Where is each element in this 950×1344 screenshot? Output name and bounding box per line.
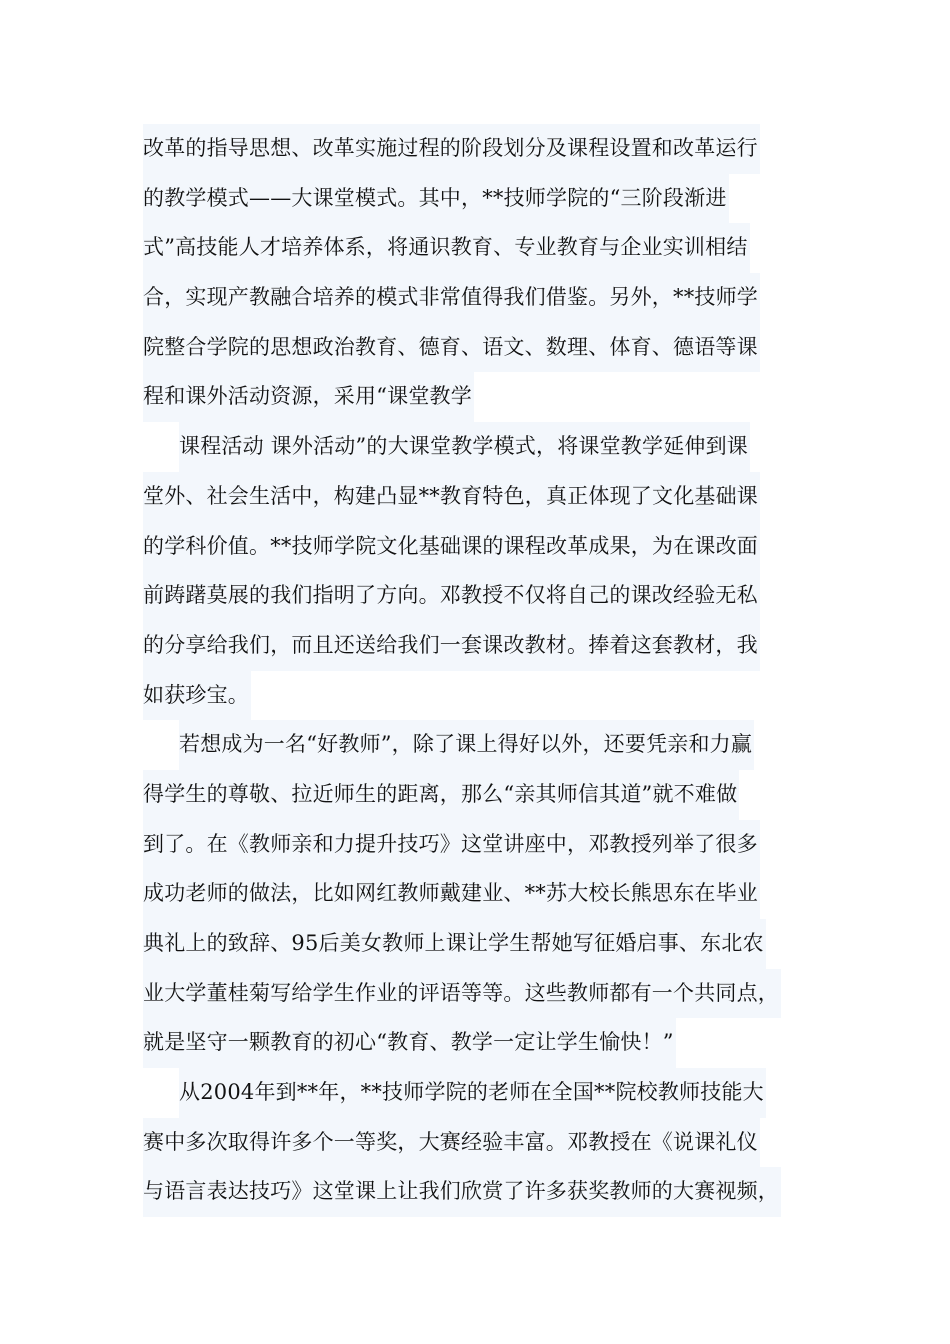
text-line: 改革的指导思想、改革实施过程的阶段划分及课程设置和改革运行 [143,124,808,174]
text-line: 业大学董桂菊写给学生作业的评语等等。这些教师都有一个共同点， [143,969,808,1019]
text-line: 到了。在《教师亲和力提升技巧》这堂讲座中，邓教授列举了很多 [143,820,808,870]
paragraph-first-line: 从2004年到**年，**技师学院的老师在全国**院校教师技能大 [143,1068,808,1118]
text-line: 就是坚守一颗教育的初心“教育、教学一定让学生愉快！” [143,1018,808,1068]
text-line: 得学生的尊敬、拉近师生的距离，那么“亲其师信其道”就不难做 [143,770,808,820]
text-line: 典礼上的致辞、95后美女教师上课让学生帮她写征婚启事、东北农 [143,919,808,969]
paragraph-first-line: 若想成为一名“好教师”，除了课上得好以外，还要凭亲和力赢 [143,720,808,770]
text-line: 前踌躇莫展的我们指明了方向。邓教授不仅将自己的课改经验无私 [143,571,808,621]
text-line: 程和课外活动资源，采用“课堂教学 [143,372,808,422]
text-line: 成功老师的做法，比如网红教师戴建业、**苏大校长熊思东在毕业 [143,869,808,919]
text-line: 的教学模式——大课堂模式。其中，**技师学院的“三阶段渐进 [143,174,808,224]
text-line: 的学科价值。**技师学院文化基础课的课程改革成果，为在课改面 [143,522,808,572]
text-line: 式”高技能人才培养体系，将通识教育、专业教育与企业实训相结 [143,223,808,273]
text-line: 院整合学院的思想政治教育、德育、语文、数理、体育、德语等课 [143,323,808,373]
text-line: 赛中多次取得许多个一等奖，大赛经验丰富。邓教授在《说课礼仪 [143,1118,808,1168]
paragraph-first-line: 课程活动 课外活动”的大课堂教学模式，将课堂教学延伸到课 [143,422,808,472]
text-line: 如获珍宝。 [143,671,808,721]
text-line: 与语言表达技巧》这堂课上让我们欣赏了许多获奖教师的大赛视频， [143,1167,808,1217]
body-text [143,124,808,1217]
text-line: 合，实现产教融合培养的模式非常值得我们借鉴。另外，**技师学 [143,273,808,323]
text-line: 的分享给我们，而且还送给我们一套课改教材。捧着这套教材，我 [143,621,808,671]
text-line: 堂外、社会生活中，构建凸显**教育特色，真正体现了文化基础课 [143,472,808,522]
